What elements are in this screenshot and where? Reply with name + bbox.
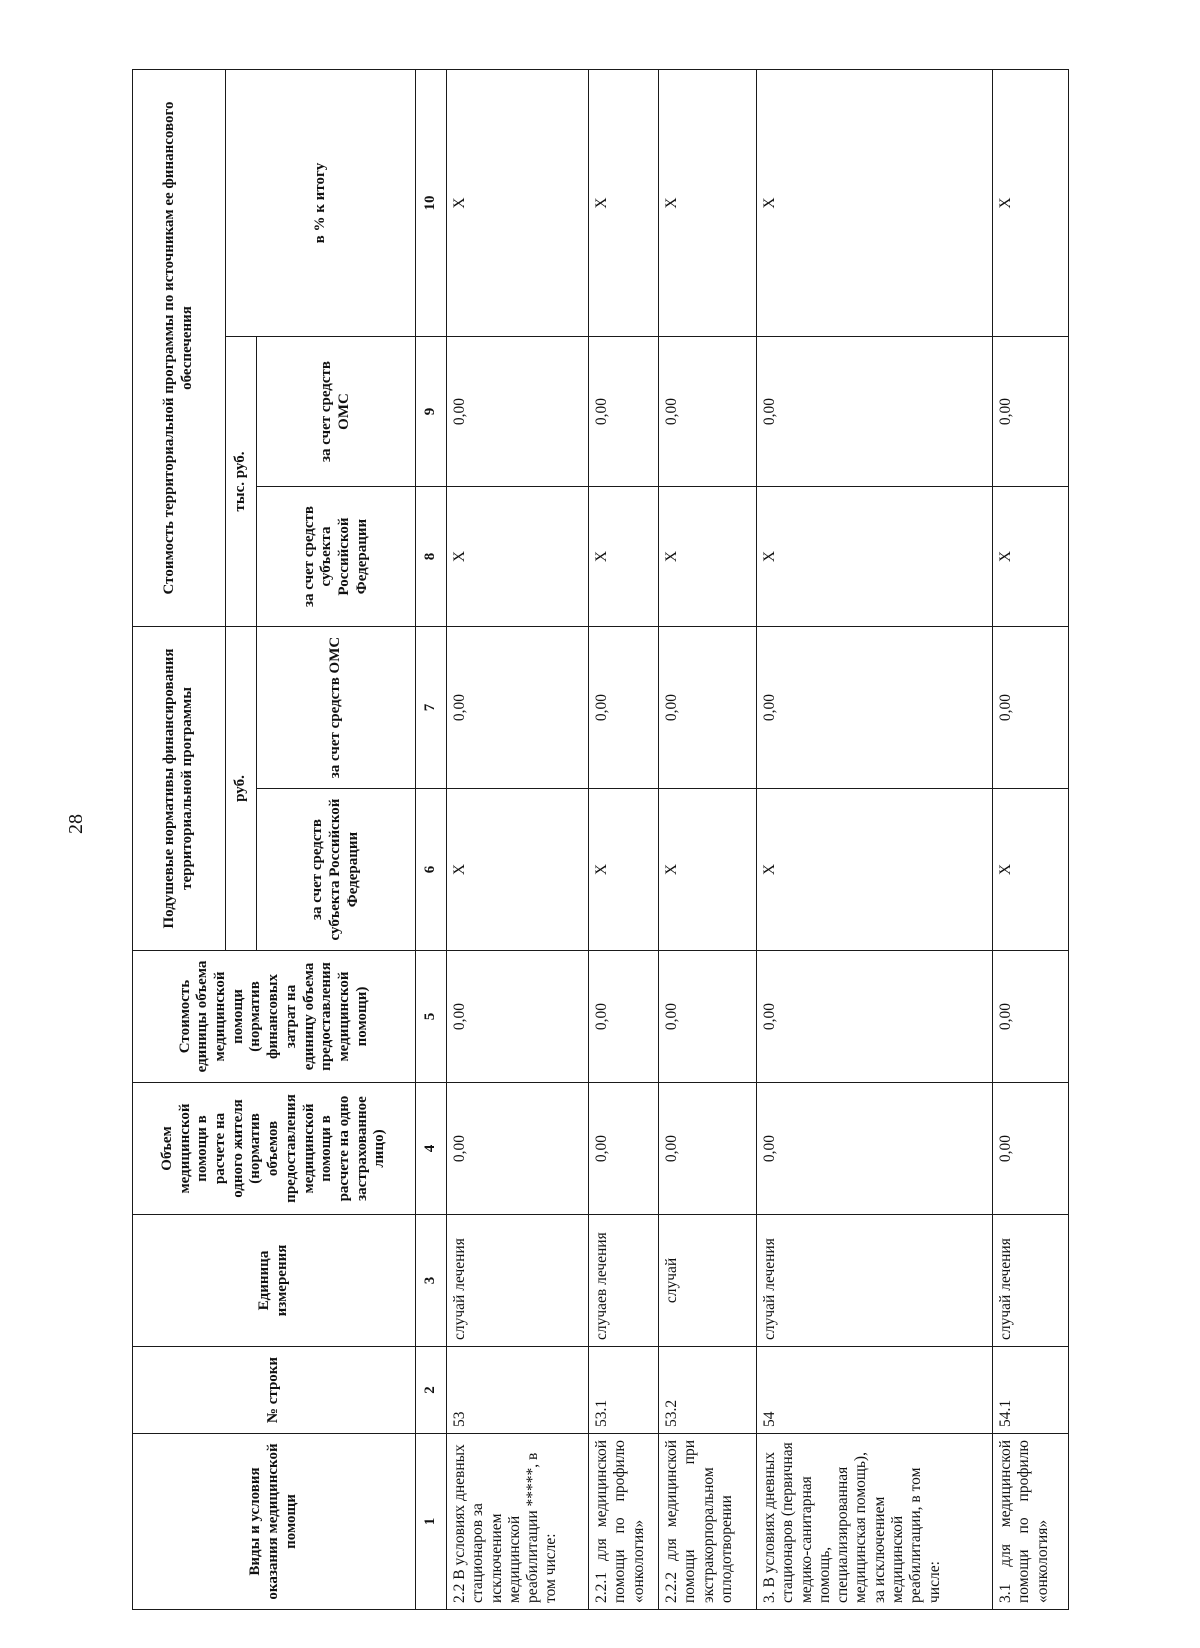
cell-col7: 0,00 [993, 627, 1069, 789]
row-unit: случаев лечения [589, 1215, 659, 1347]
cell-col9: 0,00 [993, 337, 1069, 487]
column-number: 6 [416, 789, 447, 951]
cell-col10: X [757, 70, 993, 337]
header-norms-unit: руб. [226, 627, 257, 951]
row-number: 53.2 [659, 1347, 757, 1434]
cell-col7: 0,00 [447, 627, 589, 789]
cell-volume: 0,00 [993, 1083, 1069, 1215]
row-name: 3. В условиях дневных стационаров (первичная медико-санитарная помощь, специализированная медицинская помощь), за исключением медицинской реабилитации, в том числе: [757, 1434, 993, 1610]
column-number: 3 [416, 1215, 447, 1347]
cell-col8: X [757, 487, 993, 627]
header-col10: в % к итогу [226, 70, 416, 337]
cell-col6: X [993, 789, 1069, 951]
cell-col10: X [589, 70, 659, 337]
header-types: Виды и условия оказания медицинской помощи [133, 1434, 416, 1610]
cell-volume: 0,00 [447, 1083, 589, 1215]
cell-col6: X [659, 789, 757, 951]
cell-cost: 0,00 [659, 951, 757, 1083]
cell-col6: X [589, 789, 659, 951]
cell-col6: X [447, 789, 589, 951]
column-number: 7 [416, 627, 447, 789]
header-col7: за счет средств ОМС [257, 627, 416, 789]
cell-volume: 0,00 [757, 1083, 993, 1215]
table-row [993, 70, 1069, 1610]
row-unit: случай лечения [447, 1215, 589, 1347]
column-number: 8 [416, 487, 447, 627]
row-unit: случай лечения [993, 1215, 1069, 1347]
column-number: 4 [416, 1083, 447, 1215]
cell-col8: X [659, 487, 757, 627]
row-name: 2.2.2 для медицинской помощи при экстракорпоральном оплодотворении [659, 1434, 757, 1610]
header-volume: Объем медицинской помощи в расчете на одного жителя (норматив объемов предоставления медицинской помощи в расчете на одно застрахованное лицо) [133, 1083, 416, 1215]
rotated-table-sheet [132, 70, 1051, 1610]
cell-col9: 0,00 [659, 337, 757, 487]
financing-table [132, 69, 1069, 1610]
cell-col8: X [993, 487, 1069, 627]
column-number: 9 [416, 337, 447, 487]
header-program-unit: тыс. руб. [226, 337, 257, 627]
cell-col10: X [993, 70, 1069, 337]
column-number-row [416, 70, 447, 1610]
cell-col10: X [659, 70, 757, 337]
row-number: 53.1 [589, 1347, 659, 1434]
header-unit: Единица измерения [133, 1215, 416, 1347]
cell-col7: 0,00 [757, 627, 993, 789]
column-number: 5 [416, 951, 447, 1083]
cell-cost: 0,00 [993, 951, 1069, 1083]
cell-volume: 0,00 [589, 1083, 659, 1215]
table-row [659, 70, 757, 1610]
table-row [589, 70, 659, 1610]
row-unit: случай [659, 1215, 757, 1347]
row-unit: случай лечения [757, 1215, 993, 1347]
header-group-program: Стоимость территориальной программы по источникам ее финансового обеспечения [133, 70, 226, 627]
page-number: 28 [65, 814, 87, 834]
cell-col6: X [757, 789, 993, 951]
cell-col9: 0,00 [589, 337, 659, 487]
cell-col9: 0,00 [757, 337, 993, 487]
table-row [447, 70, 589, 1610]
cell-cost: 0,00 [757, 951, 993, 1083]
row-number: 53 [447, 1347, 589, 1434]
column-number: 2 [416, 1347, 447, 1434]
row-name: 3.1 для медицинской помощи по профилю «онкология» [993, 1434, 1069, 1610]
cell-col8: X [589, 487, 659, 627]
row-number: 54 [757, 1347, 993, 1434]
header-col6: за счет средств субъекта Российской Федерации [257, 789, 416, 951]
column-number: 1 [416, 1434, 447, 1610]
cell-col7: 0,00 [589, 627, 659, 789]
header-col9: за счет средств ОМС [257, 337, 416, 487]
cell-col9: 0,00 [447, 337, 589, 487]
cell-col10: X [447, 70, 589, 337]
row-name: 2.2.1 для медицинской помощи по профилю «онкология» [589, 1434, 659, 1610]
row-name: 2.2 В условиях дневных стационаров за исключением медицинской реабилитации *****, в том числе: [447, 1434, 589, 1610]
table-row [757, 70, 993, 1610]
cell-cost: 0,00 [447, 951, 589, 1083]
header-row-no: № строки [133, 1347, 416, 1434]
row-number: 54.1 [993, 1347, 1069, 1434]
cell-volume: 0,00 [659, 1083, 757, 1215]
header-group-norms: Подушевые нормативы финансирования территориальной программы [133, 627, 226, 951]
cell-cost: 0,00 [589, 951, 659, 1083]
header-cost: Стоимость единицы объема медицинской помощи (норматив финансовых затрат на единицу объема предоставления медицинской помощи) [133, 951, 416, 1083]
cell-col7: 0,00 [659, 627, 757, 789]
header-col8: за счет средств субъекта Российской Федерации [257, 487, 416, 627]
cell-col8: X [447, 487, 589, 627]
column-number: 10 [416, 70, 447, 337]
